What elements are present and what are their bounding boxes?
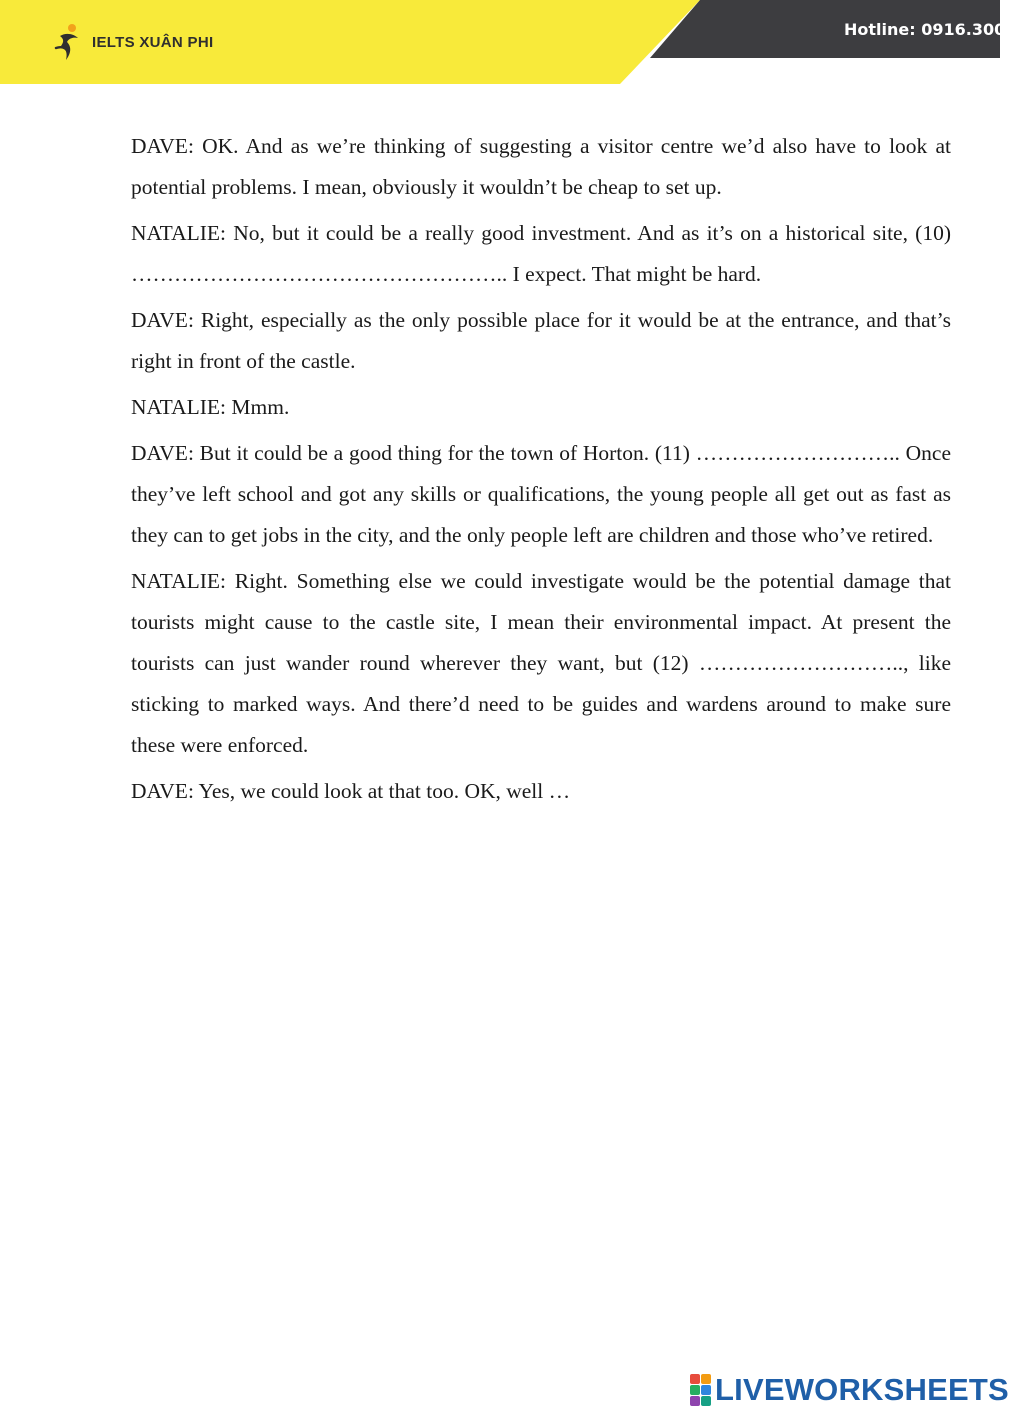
dialogue-line: NATALIE: Mmm. bbox=[131, 395, 290, 419]
brand-name: IELTS XUÂN PHI bbox=[92, 33, 214, 51]
dialogue-line: DAVE: But it could be a good thing for the town of Horton. (11) ……………………….. Once they’ve left school and got any skills or qualifications, the young people all get out as fast as they can to get jobs in the city, and the only people left are children and those who’ve retired. bbox=[131, 441, 951, 547]
hotline-text: Hotline: 0916.300.7 bbox=[844, 20, 1022, 39]
page-header bbox=[0, 0, 1022, 84]
dialogue-line: DAVE: OK. And as we’re thinking of suggesting a visitor centre we’d also have to look at potential problems. I mean, obviously it wouldn’t be cheap to set up. bbox=[131, 134, 951, 199]
dialogue-line: NATALIE: Right. Something else we could investigate would be the potential damage that tourists might cause to the castle site, I mean their environmental impact. At present the tourists can just wander round wherever they want, but (12) ……………………….., like sticking to marked ways. And there’d need to be guides and wardens around to make sure these were enforced. bbox=[131, 569, 951, 757]
runner-logo-icon bbox=[52, 22, 88, 62]
liveworksheets-wordmark: LIVEWORKSHEETS bbox=[715, 1372, 1009, 1407]
liveworksheets-logo-icon bbox=[690, 1374, 711, 1406]
brand-logo bbox=[52, 22, 213, 62]
dialogue-line: NATALIE: No, but it could be a really good investment. And as it’s on a historical site, (10) …………………………………………….. I expect. That might be hard. bbox=[131, 221, 951, 286]
dialogue-line: DAVE: Yes, we could look at that too. OK, well … bbox=[131, 779, 571, 803]
dialogue-transcript bbox=[131, 126, 951, 817]
liveworksheets-brand bbox=[690, 1372, 1009, 1408]
dialogue-line: DAVE: Right, especially as the only possible place for it would be at the entrance, and that’s right in front of the castle. bbox=[131, 308, 951, 373]
